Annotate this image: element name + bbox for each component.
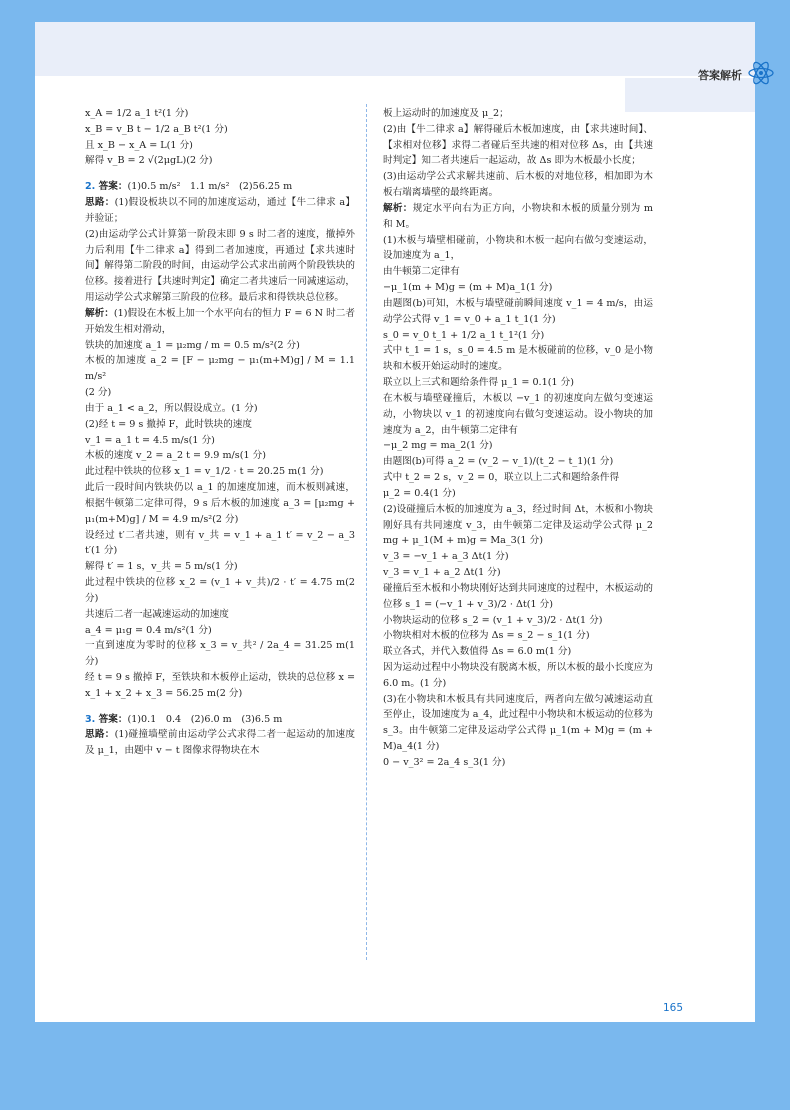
section-label: 解析： [383, 202, 413, 214]
left-column [85, 106, 355, 759]
text-line: 联立以上三式和题给条件得 μ_1 = 0.1(1 分) [383, 377, 574, 389]
text-line: 铁块的加速度 a_1 = μ₂mg / m = 0.5 m/s²(2 分) [85, 339, 300, 351]
text-line: 由题图(b)可得 a_2 = (v_2 − v_1)/(t_2 − t_1)(1 分) [383, 456, 614, 468]
text-line: (2)经 t = 9 s 撤掉 F，此时铁块的速度 [85, 418, 252, 430]
text-line: 思路：(1)假设板块以不同的加速度运动，通过【牛二律求 a】并验证； [85, 197, 355, 224]
text-line: 设经过 t′二者共速，则有 v_共 = v_1 + a_1 t′ = v_2 − a_3 t′(1 分) [85, 529, 355, 557]
text-line: 此过程中铁块的位移 x_2 = (v_1 + v_共)/2 · t′ = 4.75 m(2 分) [85, 577, 355, 604]
spacer [85, 169, 355, 179]
text-line: 一直到速度为零时的位移 x_3 = v_共² / 2a_4 = 31.25 m(1 分) [85, 640, 355, 668]
question-number: 3. [85, 713, 99, 725]
text-line: 2. 答案：(1)0.5 m/s² 1.1 m/s² (2)56.25 m [85, 181, 293, 193]
text-line: 木板的速度 v_2 = a_2 t = 9.9 m/s(1 分) [85, 450, 266, 462]
text-line: 0 − v_3² = 2a_4 s_3(1 分) [383, 756, 506, 768]
text-line: (2)由【牛二律求 a】解得碰后木板加速度，由【求共速时间】、【求相对位移】求得二者碰后至共速的相对位移 Δs，由【共速时判定】知二者共速后一起运动，故 Δs 即为木板最小长度； [383, 123, 653, 167]
text-line: 解得 t′ = 1 s，v_共 = 5 m/s(1 分) [85, 561, 238, 573]
text-line: s_0 = v_0 t_1 + 1/2 a_1 t_1²(1 分) [383, 329, 545, 341]
text-line: v_3 = −v_1 + a_3 Δt(1 分) [383, 551, 509, 563]
text-line: 碰撞后至木板和小物块刚好达到共同速度的过程中，木板运动的位移 s_1 = (−v_1 + v_3)/2 · Δt(1 分) [383, 582, 653, 610]
text-line: (1)木板与墙壁相碰前，小物块和木板一起向右做匀变速运动，设加速度为 a_1， [383, 234, 653, 262]
text-line: 由牛顿第二定律有 [383, 266, 460, 278]
page-number: 165 [663, 1002, 684, 1014]
text-line: 式中 t_2 = 2 s，v_2 = 0，联立以上二式和题给条件得 [383, 472, 620, 484]
text-line: μ_2 = 0.4(1 分) [383, 487, 456, 499]
text-line: 解得 v_B = 2 √(2μgL)(2 分) [85, 155, 213, 167]
text-line: 此过程中铁块的位移 x_1 = v_1/2 · t = 20.25 m(1 分) [85, 466, 324, 478]
atom-icon [746, 58, 776, 88]
section-label: 答案： [98, 713, 128, 725]
text-line: 木板的加速度 a_2 = [F − μ₂mg − μ₁(m+M)g] / M = 1.1 m/s² [85, 355, 355, 383]
text-line: 式中 t_1 = 1 s，s_0 = 4.5 m 是木板碰前的位移，v_0 是小物块和木板开始运动时的速度。 [383, 345, 653, 373]
text-line: 在木板与墙壁碰撞后，木板以 −v_1 的初速度向左做匀变速运动，小物块以 v_1 的初速度向右做匀变速运动。设小物块的加速度为 a_2，由牛顿第二定律有 [383, 392, 653, 436]
column-divider [366, 104, 367, 960]
text-line: (2)由运动学公式计算第一阶段末即 9 s 时二者的速度，撤掉外力后利用【牛二律求 a】得到二者加速度，再通过【求共速时间】解得第二阶段的时间，由运动学公式求出前两个阶段铁块的位移。接着进行【共速时判定】确定二者共速后一同减速运动，用运动学公式求解第三阶段的位移。最后求和得铁块总位移。 [85, 228, 355, 304]
text-line: 经 t = 9 s 撤掉 F，至铁块和木板停止运动，铁块的总位移 x = x_1 + x_2 + x_3 = 56.25 m(2 分) [85, 671, 355, 699]
question-number: 2. [85, 181, 99, 193]
text-line: (3)由运动学公式求解共速前、后木板的对地位移，相加即为木板右端离墙壁的最终距离。 [383, 171, 653, 199]
text-line: 小物块运动的位移 s_2 = (v_1 + v_3)/2 · Δt(1 分) [383, 614, 603, 626]
text-line: 由题图(b)可知，木板与墙壁碰前瞬间速度 v_1 = 4 m/s，由运动学公式得 v_1 = v_0 + a_1 t_1(1 分) [383, 297, 653, 325]
right-column [383, 106, 653, 771]
text-line: (2)设碰撞后木板的加速度为 a_3，经过时间 Δt，木板和小物块刚好具有共同速度 v_3，由牛顿第二定律及运动学公式得 μ_2 mg + μ_1(M + m)g = Ma_3(1 分) [383, 503, 653, 547]
text-line: v_1 = a_1 t = 4.5 m/s(1 分) [85, 434, 215, 446]
text-line: 联立各式，并代入数值得 Δs = 6.0 m(1 分) [383, 646, 572, 658]
text-line: 思路：(1)碰撞墙壁前由运动学公式求得二者一起运动的加速度及 μ_1，由题中 v − t 图像求得物块在木 [85, 729, 355, 757]
text-line: 共速后二者一起减速运动的加速度 [85, 608, 229, 620]
text-line: 因为运动过程中小物块没有脱离木板，所以木板的最小长度应为 6.0 m。(1 分) [383, 661, 653, 689]
text-line: 解析：规定水平向右为正方向，小物块和木板的质量分别为 m 和 M。 [383, 202, 653, 230]
text-line: x_A = 1/2 a_1 t²(1 分) [85, 108, 189, 119]
text-line: v_3 = v_1 + a_2 Δt(1 分) [383, 567, 501, 579]
section-label: 答案： [98, 181, 128, 193]
text-line: −μ_2 mg = ma_2(1 分) [383, 440, 493, 452]
text-line: 解析：(1)假设在木板上加一个水平向右的恒力 F = 6 N 时二者开始发生相对滑动， [85, 307, 355, 335]
text-line: 此后一段时间内铁块仍以 a_1 的加速度加速，而木板则减速，根据牛顿第二定律可得，9 s 后木板的加速度 a_3 = [μ₂mg + μ₁(m+M)g] / M = 4.9 m/s²(2 分) [85, 482, 355, 525]
text-line: (3)在小物块和木板具有共同速度后，两者向左做匀减速运动直至停止，设加速度为 a_4，此过程中小物块和木板运动的位移为 s_3。由牛顿第二定律及运动学公式得 μ_1(m + M)g = (m + M)a_4(1 分) [383, 693, 653, 753]
text-line: x_B = v_B t − 1/2 a_B t²(1 分) [85, 123, 228, 135]
text-line: −μ_1(m + M)g = (m + M)a_1(1 分) [383, 282, 553, 294]
header-band [35, 22, 755, 76]
section-title: 答案解析 [698, 69, 742, 82]
section-label: 思路： [85, 729, 115, 741]
text-line: 且 x_B − x_A = L(1 分) [85, 139, 193, 151]
text-line: (2 分) [85, 387, 112, 399]
text-line: 板上运动时的加速度及 μ_2； [383, 108, 509, 119]
spacer [85, 702, 355, 712]
text-line: a_4 = μ₁g = 0.4 m/s²(1 分) [85, 624, 212, 636]
text-line: 由于 a_1 < a_2，所以假设成立。(1 分) [85, 402, 258, 414]
section-label: 解析： [85, 307, 114, 319]
section-label: 思路： [85, 197, 115, 209]
text-line: 小物块相对木板的位移为 Δs = s_2 − s_1(1 分) [383, 630, 590, 642]
text-line: 3. 答案：(1)0.1 0.4 (2)6.0 m (3)6.5 m [85, 713, 283, 725]
